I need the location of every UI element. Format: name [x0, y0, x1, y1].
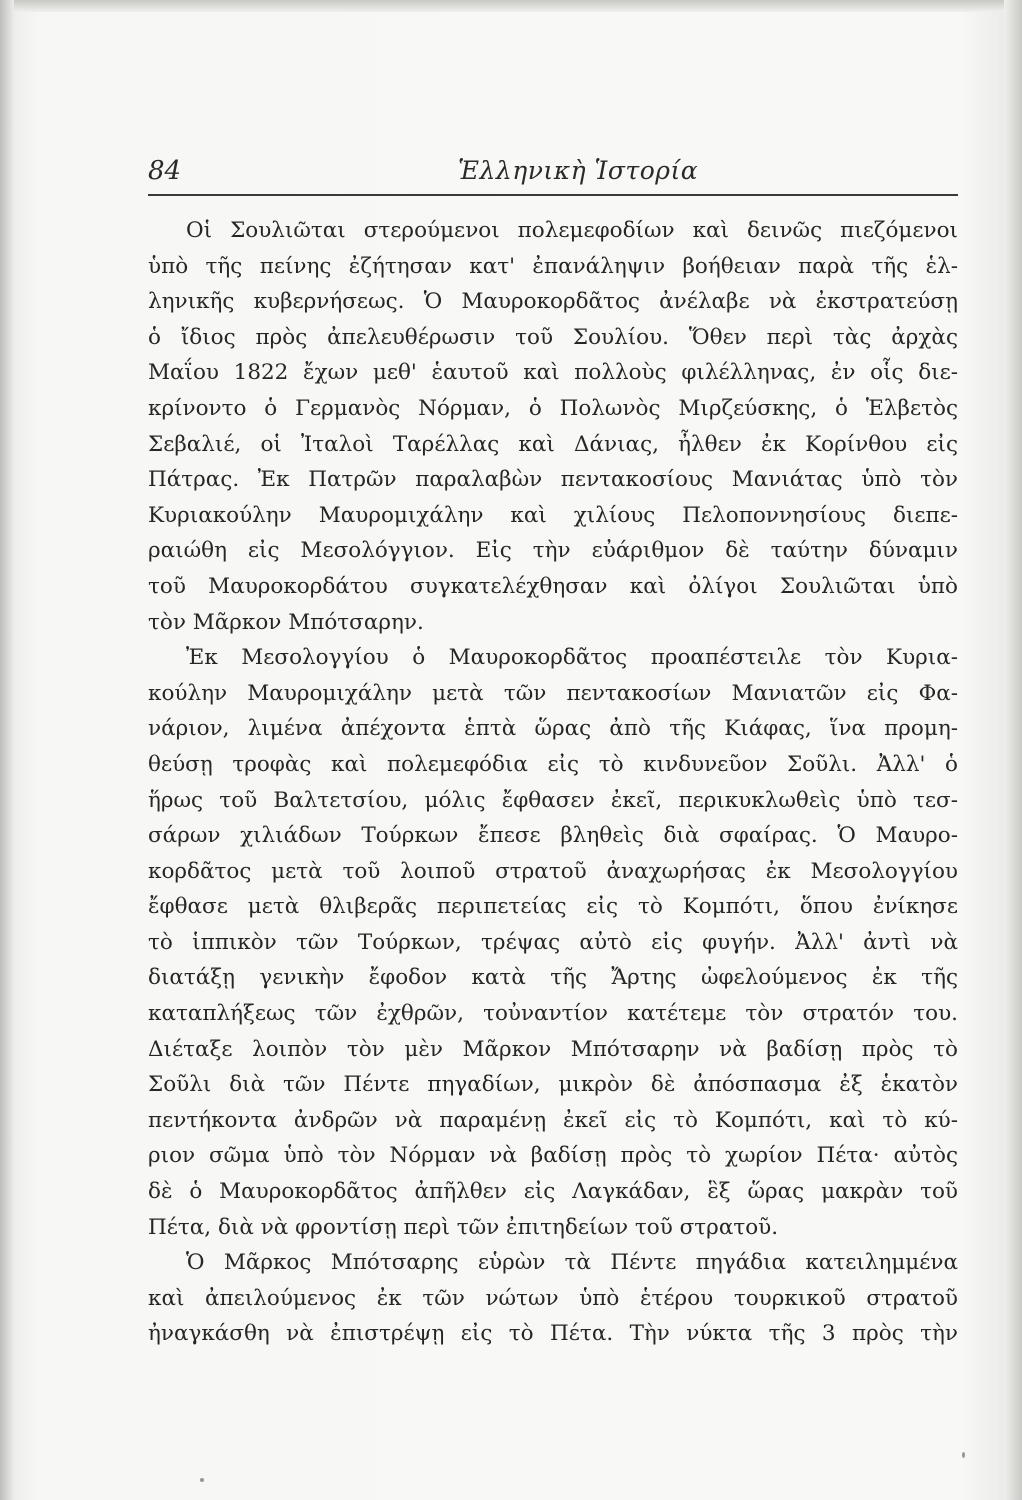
text-line: κορδᾶτος μετὰ τοῦ λοιποῦ στρατοῦ ἀναχωρήσας ἐκ Μεσολογγίου [148, 858, 958, 884]
print-speck [962, 1452, 965, 1458]
text-line: πεντήκοντα ἀνδρῶν νὰ παραμένῃ ἐκεῖ εἰς τὸ Κομπότι, καὶ τὸ κύ- [148, 1107, 958, 1133]
page-number: 84 [148, 156, 182, 186]
text-line: Διέταξε λοιπὸν τὸν μὲν Μᾶρκον Μπότσαρην νὰ βαδίσῃ πρὸς τὸ [148, 1036, 958, 1062]
text-line: ὁ ἴδιος πρὸς ἀπελευθέρωσιν τοῦ Σουλίου. Ὅθεν περὶ τὰς ἀρχὰς [148, 324, 958, 350]
text-line: Σοῦλι διὰ τῶν Πέντε πηγαδίων, μικρὸν δὲ ἀπόσπασμα ἐξ ἑκατὸν [148, 1072, 958, 1098]
text-line: σάρων χιλιάδων Τούρκων ἔπεσε βληθεὶς διὰ σφαίρας. Ὁ Μαυρο- [148, 823, 958, 849]
text-line: καταπλήξεως τῶν ἐχθρῶν, τοὐναντίον κατέτεμε τὸν στρατόν του. [148, 1001, 958, 1027]
text-line: κρίνοντο ὁ Γερμανὸς Νόρμαν, ὁ Πολωνὸς Μιρζεύσκης, ὁ Ἑλβετὸς [148, 395, 958, 421]
page-right-edge [1004, 0, 1022, 1500]
text-line: ριον σῶμα ὑπὸ τὸν Νόρμαν νὰ βαδίσῃ πρὸς τὸ χωρίον Πέτα· αὐτὸς [148, 1143, 958, 1169]
text-line: Πάτρας. Ἐκ Πατρῶν παραλαβὼν πεντακοσίους Μανιάτας ὑπὸ τὸν [148, 467, 958, 493]
header-rule [148, 194, 958, 196]
text-line: νάριον, λιμένα ἀπέχοντα ἑπτὰ ὥρας ἀπὸ τῆς Κιάφας, ἵνα προμη- [148, 716, 958, 742]
text-line: δὲ ὁ Μαυροκορδᾶτος ἀπῆλθεν εἰς Λαγκάδαν, ἓξ ὥρας μακρὰν τοῦ [148, 1179, 958, 1205]
paragraph-2 [148, 640, 958, 1245]
page-left-edge [0, 0, 14, 1500]
page-header [148, 156, 958, 196]
body-text [148, 213, 958, 1352]
text-line: τὸν Μᾶρκον Μπότσαρην. [148, 609, 424, 635]
text-line: Σεβαλιέ, οἱ Ἰταλοὶ Ταρέλλας καὶ Δάνιας, ἦλθεν ἐκ Κορίνθου εἰς [148, 431, 958, 457]
text-line: ἥρως τοῦ Βαλτετσίου, μόλις ἔφθασεν ἐκεῖ, περικυκλωθεὶς ὑπὸ τεσ- [148, 787, 958, 813]
text-line: θεύσῃ τροφὰς καὶ πολεμεφόδια εἰς τὸ κινδυνεῦον Σοῦλι. Ἀλλ' ὁ [148, 751, 958, 777]
text-line: ραιώθη εἰς Μεσολόγγιον. Εἰς τὴν εὐάριθμον δὲ ταύτην δύναμιν [148, 538, 958, 564]
running-title: Ἑλληνικὴ Ἱστορία [458, 156, 699, 185]
text-line: Πέτα, διὰ νὰ φροντίσῃ περὶ τῶν ἐπιτηδείων τοῦ στρατοῦ. [148, 1214, 779, 1240]
text-line: ληνικῆς κυβερνήσεως. Ὁ Μαυροκορδᾶτος ἀνέλαβε νὰ ἐκστρατεύσῃ [148, 289, 958, 315]
page-top-edge [0, 0, 1022, 12]
text-line: τὸ ἱππικὸν τῶν Τούρκων, τρέψας αὐτὸ εἰς φυγήν. Ἀλλ' ἀντὶ νὰ [148, 929, 958, 955]
text-line: τοῦ Μαυροκορδάτου συγκατελέχθησαν καὶ ὀλίγοι Σουλιῶται ὑπὸ [148, 573, 958, 599]
text-line: διατάξῃ γενικὴν ἔφοδον κατὰ τῆς Ἄρτης ὠφελούμενος ἐκ τῆς [148, 965, 958, 991]
text-line: Ἐκ Μεσολογγίου ὁ Μαυροκορδᾶτος προαπέστειλε τὸν Κυρια- [186, 645, 958, 671]
paragraph-1 [148, 213, 958, 640]
text-line: κούλην Μαυρομιχάλην μετὰ τῶν πεντακοσίων Μανιατῶν εἰς Φα- [148, 680, 958, 706]
text-line: καὶ ἀπειλούμενος ἐκ τῶν νώτων ὑπὸ ἑτέρου τουρκικοῦ στρατοῦ [148, 1285, 958, 1311]
text-line: Κυριακούλην Μαυρομιχάλην καὶ χιλίους Πελοποννησίους διεπε- [148, 502, 958, 528]
text-line: ἠναγκάσθη νὰ ἐπιστρέψῃ εἰς τὸ Πέτα. Τὴν νύκτα τῆς 3 πρὸς τὴν [148, 1321, 958, 1347]
text-line: Μαΐου 1822 ἔχων μεθ' ἑαυτοῦ καὶ πολλοὺς φιλέλληνας, ἐν οἷς διε- [148, 360, 958, 386]
text-line: ὑπὸ τῆς πείνης ἐζήτησαν κατ' ἐπανάληψιν βοήθειαν παρὰ τῆς ἑλ- [148, 253, 958, 279]
text-line: Ὁ Μᾶρκος Μπότσαρης εὑρὼν τὰ Πέντε πηγάδια κατειλημμένα [186, 1250, 958, 1276]
print-speck [200, 1478, 204, 1482]
paragraph-3 [148, 1245, 958, 1352]
text-line: ἔφθασε μετὰ θλιβερᾶς περιπετείας εἰς τὸ Κομπότι, ὅπου ἐνίκησε [148, 894, 958, 920]
text-line: Οἱ Σουλιῶται στερούμενοι πολεμεφοδίων καὶ δεινῶς πιεζόμενοι [186, 218, 958, 243]
